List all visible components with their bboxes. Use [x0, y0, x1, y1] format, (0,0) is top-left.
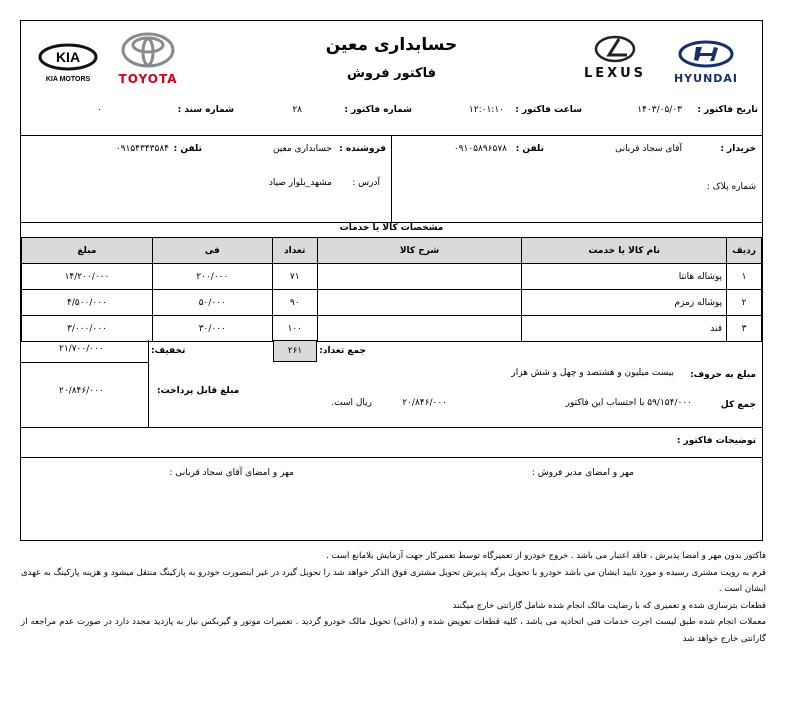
buyer-name: آقای سجاد قربانی: [615, 144, 682, 154]
company-title: حسابداری معین: [325, 35, 458, 55]
item-unit-price: ۲۰۰/۰۰۰: [152, 264, 272, 290]
item-amount: ۴/۵۰۰/۰۰۰: [22, 290, 153, 316]
invoice-notes: [21, 427, 762, 457]
col-header-desc: شرح کالا: [317, 238, 522, 264]
hyundai-logo: [670, 39, 742, 85]
seller-address-label: آدرس :: [352, 178, 380, 188]
item-desc: [317, 290, 522, 316]
table-row: [22, 316, 762, 342]
seller-phone-label: تلفن :: [173, 144, 202, 154]
seller-signature-label: مهر و امضای مدیر فروش :: [531, 468, 634, 478]
sum-amount: ۲۱/۷۰۰/۰۰۰: [59, 344, 104, 354]
kia-logo: [33, 43, 103, 83]
table-row: [22, 264, 762, 290]
buyer-phone: ۰۹۱۰۵۸۹۶۵۷۸: [453, 144, 507, 154]
buyer-signature-label: مهر و امضای آقای سجاد قربانی :: [169, 468, 294, 478]
party-divider: [391, 136, 392, 222]
row-number: ۳: [727, 316, 762, 342]
invoice-number-value: ۲۸: [292, 105, 302, 115]
item-amount: ۱۴/۲۰۰/۰۰۰: [22, 264, 153, 290]
item-desc: [317, 316, 522, 342]
lexus-wordmark: LEXUS: [583, 66, 647, 81]
discount-label: تخفیف:: [151, 346, 186, 356]
item-qty: ۱۰۰: [272, 316, 317, 342]
total-count-label: جمع تعداد:: [319, 346, 366, 356]
hyundai-emblem-icon: [676, 39, 736, 69]
payable-label: مبلغ قابل پرداخت:: [157, 386, 240, 396]
items-section-title: مشخصات کالا یا خدمات: [339, 223, 444, 233]
terms-line: فاکتور بدون مهر و امضا پذیرش ، فاقد اعتبار می باشد . خروج خودرو از تعمیرگاه توسط تعمیرکار جهت آزمایش بلامانع است .: [326, 551, 766, 561]
seller-name: حسابداری معین: [272, 144, 332, 154]
items-table: [21, 237, 762, 342]
invoice-meta-row: [21, 105, 762, 125]
buyer-label: خریدار :: [720, 144, 756, 154]
item-name: قند: [522, 316, 727, 342]
terms-line: قطعات بتزسازی شده و تعمیری که با رضایت مالک انجام شده شامل گارانتی خارج میگنند: [452, 600, 766, 611]
invoice-time-label: ساعت فاکتور :: [515, 105, 582, 115]
invoice-number-label: شماره فاکتور :: [344, 105, 412, 115]
toyota-emblem-icon: [120, 31, 176, 69]
signature-section: [21, 457, 762, 540]
grand-total-amount: ۲۰/۸۴۶/۰۰۰: [402, 398, 447, 408]
document-number-value: ۰: [97, 105, 102, 115]
plate-number-label: شماره پلاک :: [706, 182, 756, 192]
seller-address: مشهد_بلوار صیاد: [268, 178, 332, 188]
grand-total-label: جمع کل: [720, 400, 756, 410]
items-table-header: [22, 238, 762, 264]
terms-and-conditions: [21, 548, 766, 647]
item-qty: ۷۱: [272, 264, 317, 290]
item-amount: ۳/۰۰۰/۰۰۰: [22, 316, 153, 342]
grand-total-currency: ریال است.: [331, 398, 372, 408]
terms-line: معملات انجام شده طبق لیست اجرت خدمات فنی اتحادیه می باشد ، کلیه قطعات تعویض شده و (داغی) تحویل مالک خودرو گردید . تعمیرات موتور و گیربکس نیاز به پازدید مجدد دارد در صورت عدم مراجعه از گارانتی خارج خواهد شد: [21, 617, 766, 644]
notes-label: توضیحات فاکتور :: [676, 436, 756, 446]
buyer-phone-label: تلفن :: [515, 144, 544, 154]
grand-total-text: ۵۹/۱۵۴/۰۰۰ با احتساب این فاکتور: [565, 398, 692, 408]
total-count-box: ۲۶۱: [273, 340, 317, 362]
totals-divider-h: [21, 362, 149, 363]
item-unit-price: ۳۰/۰۰۰: [152, 316, 272, 342]
amount-in-words: بیست میلیون و هشتصد و چهل و شش هزار: [511, 368, 674, 378]
invoice-page: [20, 20, 763, 541]
invoice-time-value: ۱۲:۰۱:۱۰: [468, 105, 504, 115]
col-header-row: ردیف: [727, 238, 762, 264]
toyota-logo: [113, 31, 183, 86]
row-number: ۲: [727, 290, 762, 316]
invoice-header: [21, 21, 762, 114]
seller-phone: ۰۹۱۵۴۳۴۳۵۸۴: [115, 144, 169, 154]
item-name: پوشاله هانتا: [522, 264, 727, 290]
totals-divider-v: [148, 340, 149, 428]
col-header-unit-price: فی: [152, 238, 272, 264]
document-number-label: شماره سند :: [177, 105, 234, 115]
item-name: پوشاله زمزم: [522, 290, 727, 316]
item-unit-price: ۵۰/۰۰۰: [152, 290, 272, 316]
item-desc: [317, 264, 522, 290]
payable-amount: ۲۰/۸۴۶/۰۰۰: [59, 386, 104, 396]
seller-label: فروشنده :: [339, 144, 386, 154]
row-number: ۱: [727, 264, 762, 290]
lexus-logo: [573, 35, 657, 81]
kia-motors-caption: KIA MOTORS: [45, 76, 91, 83]
toyota-wordmark: TOYOTA: [118, 72, 178, 86]
invoice-type-title: فاکتور فروش: [346, 66, 437, 81]
totals-section: [21, 340, 762, 428]
kia-wordmark: KIA: [55, 49, 81, 65]
amount-in-words-label: مبلغ به حروف:: [690, 370, 756, 380]
terms-line: قرم به رویت مشتری رسیده و مورد تایید ایشان می باشد خودرو با تحویل برگه پذیرش تحویل مشتری فوق الذکر خواهد شد را تحویل گیرد در غیر اینصورت خودرو به پارکینگ منتقل میشود و هزینه پارکینگ به عهدی ایشان است .: [21, 567, 766, 594]
lexus-emblem-icon: [593, 35, 637, 63]
invoice-date-label: تاریخ فاکتور :: [697, 105, 758, 115]
party-info: [21, 135, 762, 223]
col-header-name: نام کالا یا خدمت: [522, 238, 727, 264]
invoice-date-value: ۱۴۰۳/۰۵/۰۳: [637, 105, 682, 115]
item-qty: ۹۰: [272, 290, 317, 316]
col-header-qty: تعداد: [272, 238, 317, 264]
hyundai-wordmark: HYUNDAI: [673, 72, 739, 85]
col-header-amount: مبلغ: [22, 238, 153, 264]
table-row: [22, 290, 762, 316]
